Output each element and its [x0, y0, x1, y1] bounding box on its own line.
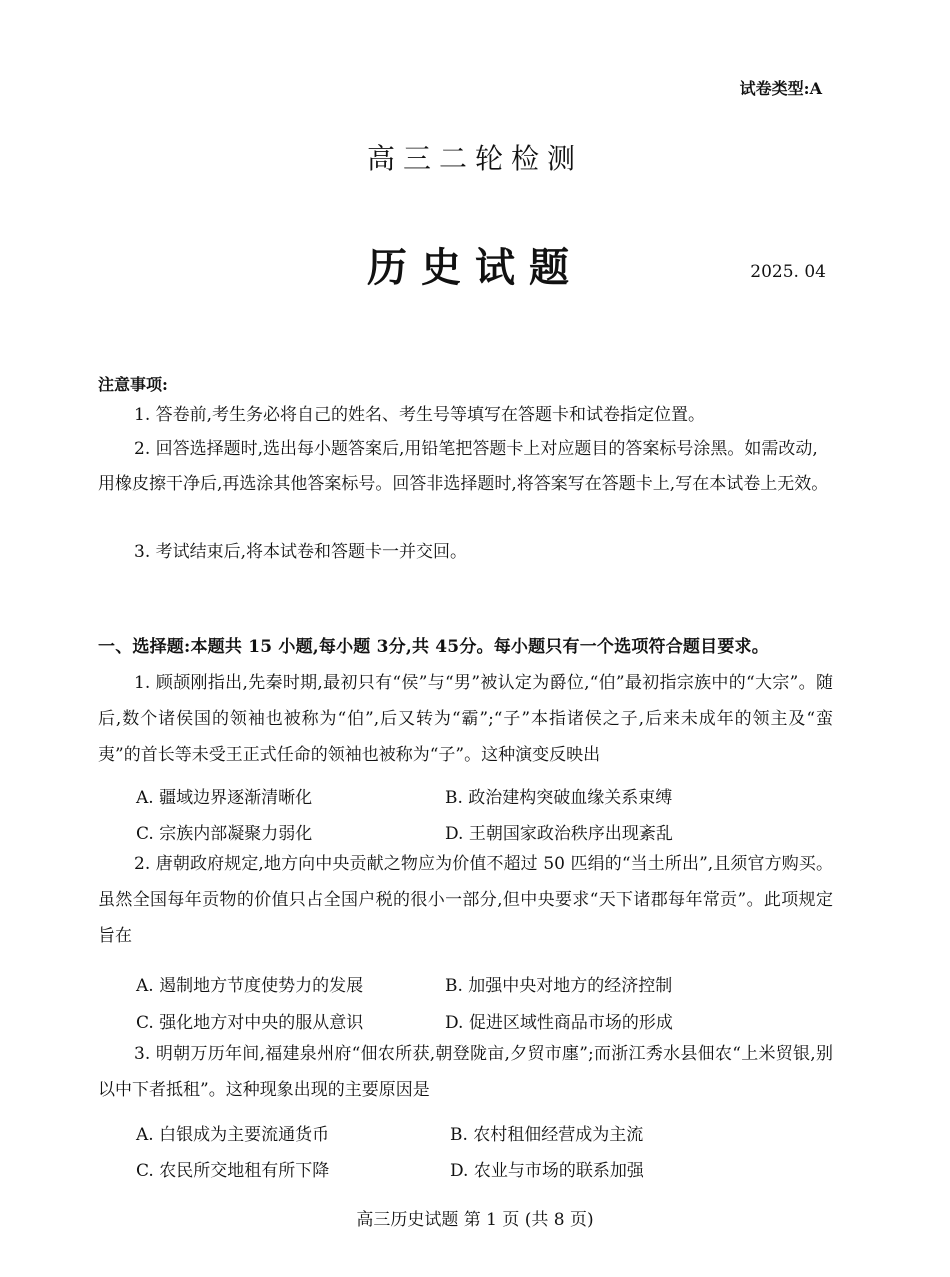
section-heading: 一、选择题:本题共 15 小题,每小题 3分,共 45分。每小题只有一个选项符合题目要求。	[98, 637, 769, 657]
note-item-1	[98, 398, 833, 433]
question-3-option-b: B. 农村租佃经营成为主流	[450, 1125, 644, 1145]
exam-subtitle: 高三二轮检测	[366, 142, 583, 175]
question-2-option-d: D. 促进区域性商品市场的形成	[445, 1013, 673, 1033]
note-item-2	[98, 432, 833, 502]
question-1-stem	[98, 665, 833, 773]
question-3-option-c: C. 农民所交地租有所下降	[136, 1161, 330, 1181]
note-text: 2. 回答选择题时,选出每小题答案后,用铅笔把答题卡上对应题目的答案标号涂黑。如需改动,用橡皮擦干净后,再选涂其他答案标号。回答非选择题时,将答案写在答题卡上,写在本试卷上无效。	[98, 439, 829, 494]
note-text: 1. 答卷前,考生务必将自己的姓名、考生号等填写在答题卡和试卷指定位置。	[134, 405, 706, 425]
question-3-option-d: D. 农业与市场的联系加强	[450, 1161, 644, 1181]
question-2-stem	[98, 846, 833, 954]
question-1-option-b: B. 政治建构突破血缘关系束缚	[445, 788, 673, 808]
question-2-option-b: B. 加强中央对地方的经济控制	[445, 976, 673, 996]
question-text: 2. 唐朝政府规定,地方向中央贡献之物应为价值不超过 50 匹绢的“当土所出”,且须官方购买。虽然全国每年贡物的价值只占全国户税的很小一部分,但中央要求“天下诸郡每年常贡”。此项规定旨在	[98, 854, 833, 946]
question-text: 1. 顾颉刚指出,先秦时期,最初只有“侯”与“男”被认定为爵位,“伯”最初指宗族中的“大宗”。随后,数个诸侯国的领袖也被称为“伯”,后又转为“霸”;“子”本指诸侯之子,后来未成年的领主及“蛮夷”的首长等未受王正式任命的领袖也被称为“子”。这种演变反映出	[98, 673, 833, 765]
question-3-option-a: A. 白银成为主要流通货币	[136, 1125, 330, 1145]
question-2-option-a: A. 遏制地方节度使势力的发展	[136, 976, 364, 996]
page-footer: 高三历史试题 第 1 页 (共 8 页)	[356, 1210, 594, 1230]
question-3-stem	[98, 1036, 833, 1108]
question-1-option-c: C. 宗族内部凝聚力弱化	[136, 824, 313, 844]
exam-date: 2025. 04	[750, 262, 826, 282]
question-text: 3. 明朝万历年间,福建泉州府“佃农所获,朝登陇亩,夕贸市廛”;而浙江秀水县佃农“上米贸银,别以中下者抵租”。这种现象出现的主要原因是	[98, 1044, 833, 1100]
question-1-option-d: D. 王朝国家政治秩序出现紊乱	[445, 824, 673, 844]
paper-type-label: 试卷类型:A	[739, 79, 822, 98]
note-text: 3. 考试结束后,将本试卷和答题卡一并交回。	[134, 542, 468, 562]
question-2-option-c: C. 强化地方对中央的服从意识	[136, 1013, 364, 1033]
question-1-option-a: A. 疆域边界逐渐清晰化	[136, 788, 313, 808]
notes-heading: 注意事项:	[98, 375, 168, 394]
note-item-3	[98, 535, 833, 570]
exam-title: 历史试题	[367, 244, 583, 291]
